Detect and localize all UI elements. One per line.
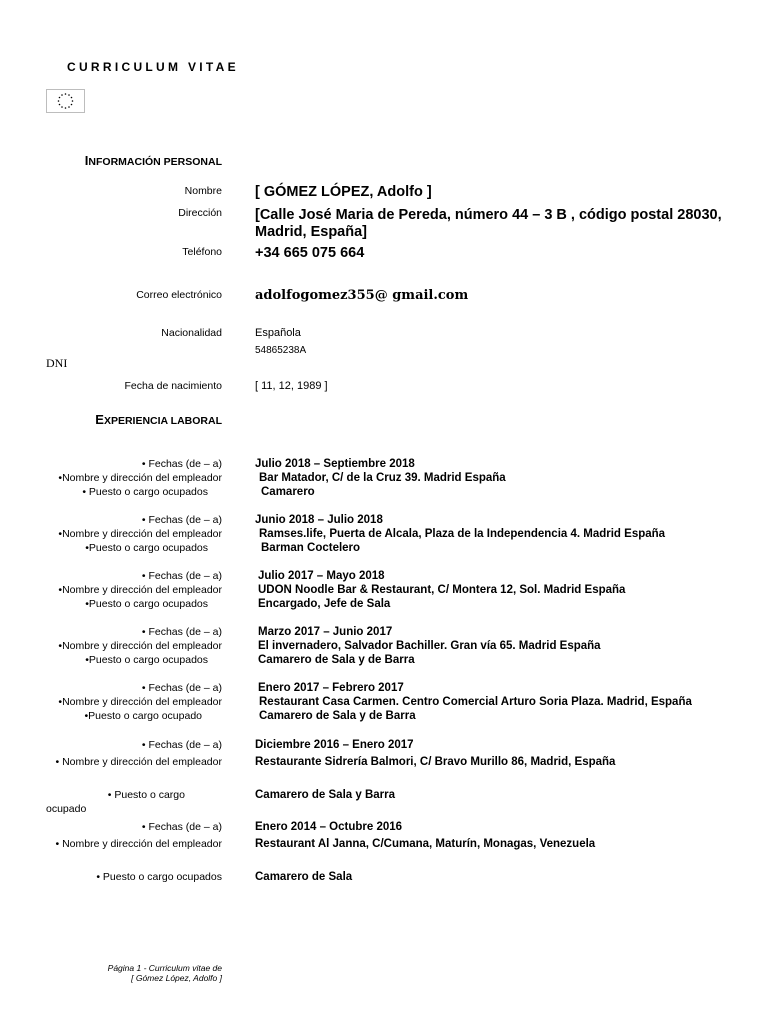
job-position-label: •Puesto o cargo ocupados	[85, 598, 208, 610]
job-employer-label: •Nombre y dirección del empleador	[58, 472, 222, 484]
job-employer: UDON Noodle Bar & Restaurant, C/ Montera 12, Sol. Madrid España	[258, 584, 626, 596]
nombre-label: Nombre	[184, 185, 222, 197]
job-employer-label: •Nombre y dirección del empleador	[58, 584, 222, 596]
job-position-label: •Puesto o cargo ocupados	[85, 542, 208, 554]
job-dates: Enero 2017 – Febrero 2017	[258, 682, 404, 694]
cv-title: CURRICULUM VITAE	[67, 60, 239, 74]
job-position-label: •Puesto o cargo ocupados	[85, 654, 208, 666]
job-position: Camarero de Sala y de Barra	[259, 710, 416, 722]
job-position: Camarero de Sala	[255, 871, 353, 883]
nacionalidad-label: Nacionalidad	[161, 327, 222, 339]
correo-value: adolfogomez355@ gmail.com	[255, 288, 469, 303]
job-employer: Restaurant Casa Carmen. Centro Comercial Arturo Soria Plaza. Madrid, España	[259, 696, 692, 708]
job-dates-label: • Fechas (de – a)	[141, 458, 222, 470]
dni-label: DNI	[46, 356, 68, 370]
job-dates-label: • Fechas (de – a)	[141, 682, 222, 694]
job-position: Encargado, Jefe de Sala	[258, 598, 391, 610]
job-dates-label: • Fechas (de – a)	[141, 821, 222, 833]
telefono-label: Teléfono	[182, 246, 222, 258]
dni-number: 54865238A	[255, 345, 307, 356]
job-employer: Ramses.life, Puerta de Alcala, Plaza de la Independencia 4. Madrid España	[259, 528, 666, 540]
job-dates: Enero 2014 – Octubre 2016	[255, 821, 403, 833]
job-employer: El invernadero, Salvador Bachiller. Gran vía 65. Madrid España	[258, 640, 601, 652]
direccion-label: Dirección	[178, 207, 222, 219]
job-position: Camarero de Sala y de Barra	[258, 654, 415, 666]
job-dates-label: • Fechas (de – a)	[141, 739, 222, 751]
job-dates: Julio 2018 – Septiembre 2018	[255, 458, 415, 470]
job-position-label: •Puesto o cargo ocupado	[84, 710, 202, 722]
section-heading-experience: EXPERIENCIA LABORAL	[95, 412, 222, 427]
nombre-value: [ GÓMEZ LÓPEZ, Adolfo ]	[255, 184, 432, 200]
direccion-line1: [Calle José Maria de Pereda, número 44 – 3 B , código postal 28030,	[255, 207, 722, 223]
job-position-label: • Puesto o cargo	[107, 789, 185, 801]
job-position: Camarero	[261, 486, 315, 498]
job-dates-label: • Fechas (de – a)	[141, 514, 222, 526]
job-employer-label: •Nombre y dirección del empleador	[58, 528, 222, 540]
nacimiento-label: Fecha de nacimiento	[124, 380, 222, 392]
job-dates-label: • Fechas (de – a)	[141, 626, 222, 638]
job-position-label-wrap: ocupado	[46, 803, 87, 815]
eu-flag-icon	[46, 89, 85, 113]
job-employer: Restaurante Sidrería Balmori, C/ Bravo Murillo 86, Madrid, España	[255, 756, 616, 768]
job-position-label: • Puesto o cargo ocupados	[96, 871, 222, 883]
job-dates-label: • Fechas (de – a)	[141, 570, 222, 582]
correo-label: Correo electrónico	[136, 289, 222, 301]
job-employer: Bar Matador, C/ de la Cruz 39. Madrid España	[259, 472, 506, 484]
job-employer: Restaurant Al Janna, C/Cumana, Maturín, Monagas, Venezuela	[255, 838, 596, 850]
job-dates: Julio 2017 – Mayo 2018	[258, 570, 385, 582]
job-position-label: • Puesto o cargo ocupados	[82, 486, 208, 498]
job-position: Barman Coctelero	[261, 542, 361, 554]
job-dates: Marzo 2017 – Junio 2017	[258, 626, 393, 638]
job-dates: Diciembre 2016 – Enero 2017	[255, 739, 414, 751]
job-position: Camarero de Sala y Barra	[255, 789, 395, 801]
nacimiento-value: [ 11, 12, 1989 ]	[255, 380, 328, 392]
direccion-line2: Madrid, España]	[255, 224, 367, 240]
section-heading-personal: INFORMACIÓN PERSONAL	[84, 153, 222, 168]
telefono-value: +34 665 075 664	[255, 245, 365, 261]
job-dates: Junio 2018 – Julio 2018	[255, 514, 383, 526]
job-employer-label: • Nombre y dirección del empleador	[55, 838, 222, 850]
nacionalidad-value: Española	[255, 327, 301, 339]
page-footer-line2: [ Gómez López, Adolfo ]	[131, 973, 222, 983]
job-employer-label: •Nombre y dirección del empleador	[58, 640, 222, 652]
job-employer-label: • Nombre y dirección del empleador	[55, 756, 222, 768]
eu-flag-stars	[47, 90, 84, 112]
page-footer-line1: Página 1 - Curriculum vitae de	[107, 963, 222, 973]
job-employer-label: •Nombre y dirección del empleador	[58, 696, 222, 708]
